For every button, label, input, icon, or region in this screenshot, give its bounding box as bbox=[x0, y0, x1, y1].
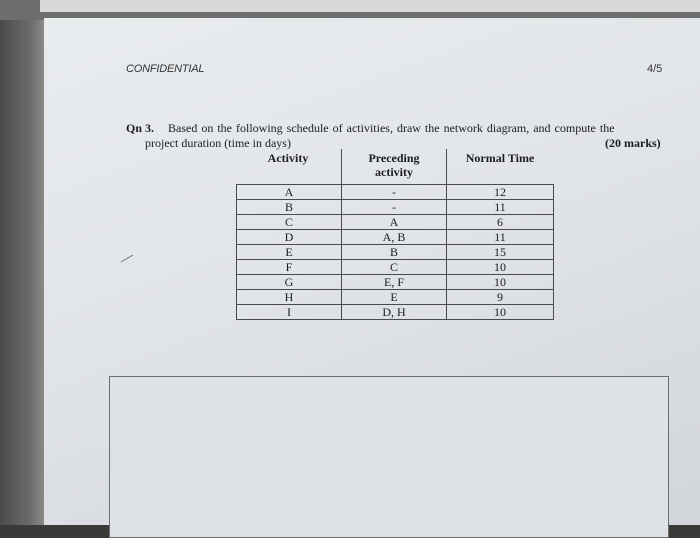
page-number: 4/5 bbox=[647, 63, 663, 75]
cell-preceding: E bbox=[342, 290, 447, 305]
cell-preceding: B bbox=[342, 245, 447, 260]
question-text-line1: Based on the following schedule of activities, draw the network diagram, and compute the bbox=[168, 121, 615, 135]
header-activity: Activity bbox=[267, 151, 309, 165]
header-normal-time: Normal Time bbox=[465, 151, 535, 165]
cell-preceding: A, B bbox=[342, 230, 447, 245]
cell-preceding: D, H bbox=[342, 305, 447, 320]
pen-mark bbox=[121, 255, 134, 263]
cell-time: 11 bbox=[447, 230, 554, 245]
question-text-line2: project duration (time in days) bbox=[145, 136, 291, 150]
cell-time: 15 bbox=[447, 245, 554, 260]
table-row bbox=[237, 215, 554, 230]
cell-activity: I bbox=[237, 305, 342, 320]
cell-activity: C bbox=[237, 215, 342, 230]
cell-activity: A bbox=[237, 185, 342, 200]
cell-time: 9 bbox=[447, 290, 554, 305]
question-marks: (20 marks) bbox=[605, 136, 661, 150]
table-row bbox=[237, 275, 554, 290]
cell-activity: B bbox=[237, 200, 342, 215]
cell-activity: E bbox=[237, 245, 342, 260]
background-top-sheet bbox=[40, 0, 700, 12]
cell-time: 12 bbox=[447, 185, 554, 200]
cell-time: 6 bbox=[447, 215, 554, 230]
schedule-table bbox=[236, 184, 554, 320]
cell-activity: F bbox=[237, 260, 342, 275]
header-preceding-line1: Preceding bbox=[368, 151, 420, 165]
table-row bbox=[237, 200, 554, 215]
cell-preceding: C bbox=[342, 260, 447, 275]
exam-page bbox=[44, 18, 700, 525]
table-row bbox=[237, 260, 554, 275]
table-row bbox=[237, 185, 554, 200]
cell-preceding: - bbox=[342, 200, 447, 215]
confidential-label: CONFIDENTIAL bbox=[126, 63, 205, 75]
cell-time: 10 bbox=[447, 305, 554, 320]
table-row bbox=[237, 290, 554, 305]
header-preceding bbox=[342, 151, 446, 179]
table-row bbox=[237, 230, 554, 245]
cell-time: 10 bbox=[447, 275, 554, 290]
header-preceding-line2: activity bbox=[375, 165, 413, 179]
cell-time: 10 bbox=[447, 260, 554, 275]
cell-activity: H bbox=[237, 290, 342, 305]
background-left bbox=[0, 20, 44, 525]
cell-preceding: - bbox=[342, 185, 447, 200]
table-row bbox=[237, 245, 554, 260]
question-label: Qn 3. bbox=[126, 121, 155, 135]
cell-activity: D bbox=[237, 230, 342, 245]
cell-preceding: E, F bbox=[342, 275, 447, 290]
cell-preceding: A bbox=[342, 215, 447, 230]
cell-time: 11 bbox=[447, 200, 554, 215]
cell-activity: G bbox=[237, 275, 342, 290]
answer-box[interactable] bbox=[109, 376, 669, 538]
table-row bbox=[237, 305, 554, 320]
